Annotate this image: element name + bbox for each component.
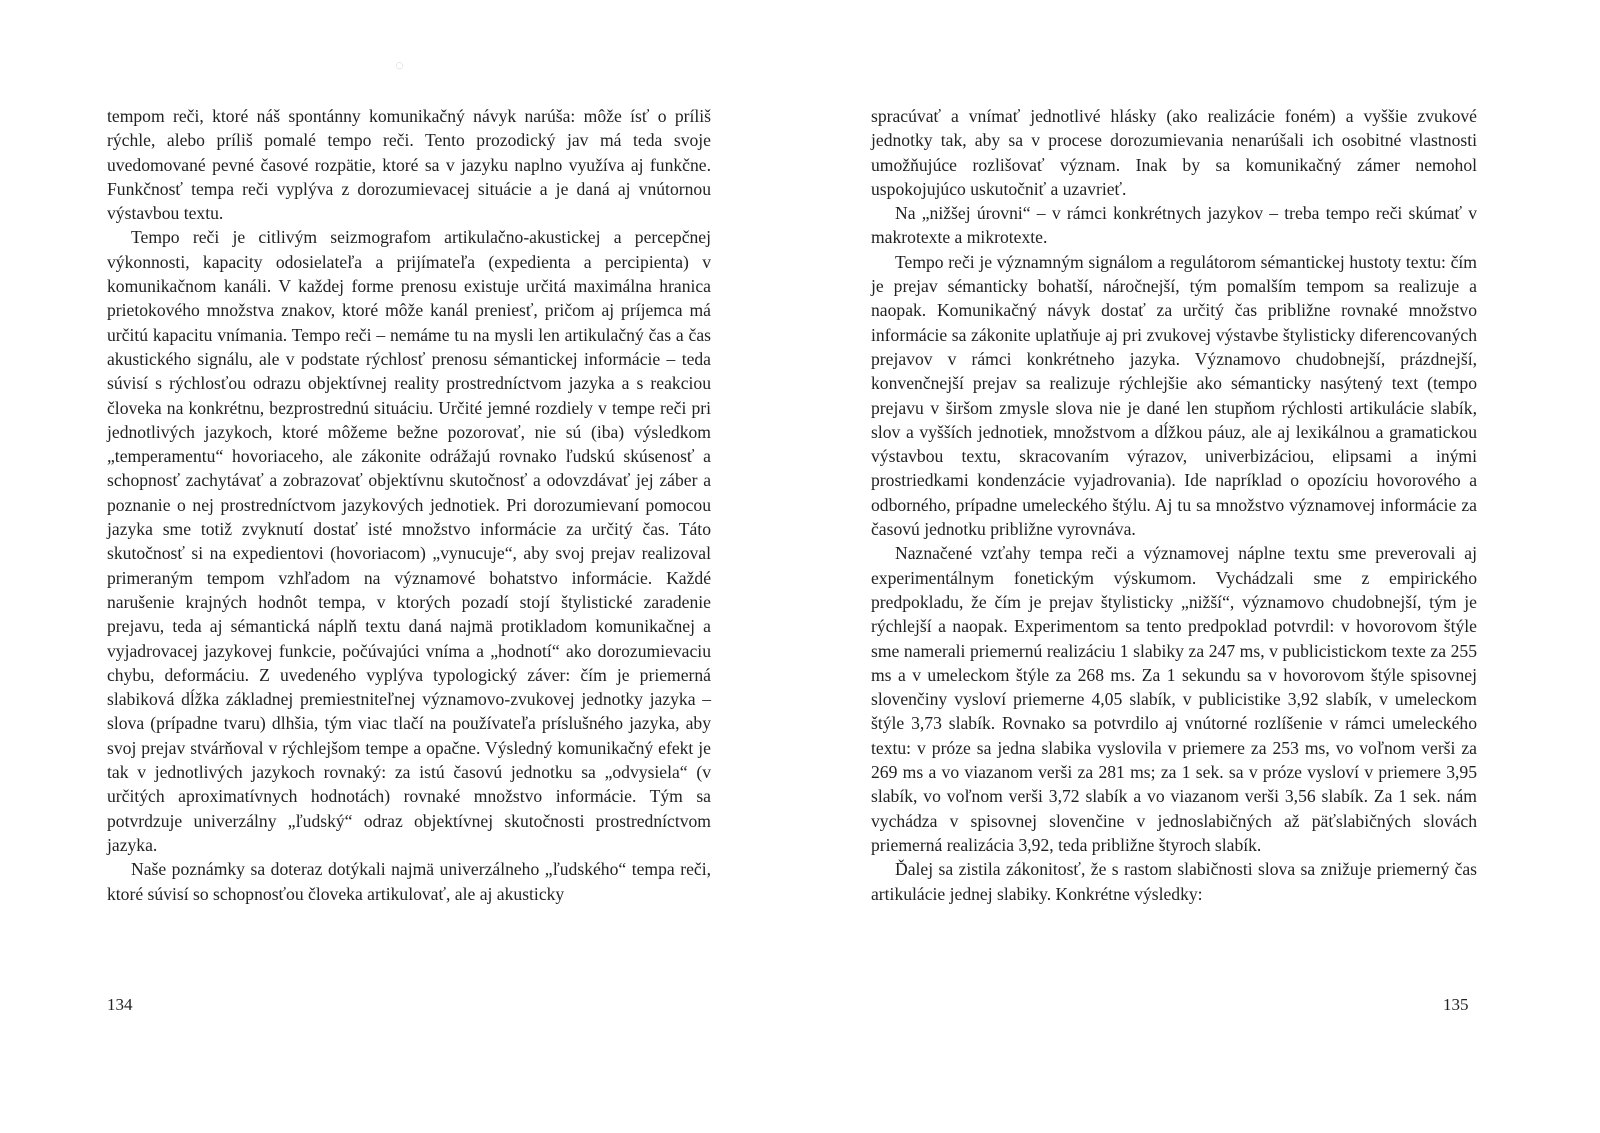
paragraph: Naznačené vzťahy tempa reči a významovej náplne textu sme preverovali aj experimentálnym fonetickým výskumom. Vychádzali sme z empirického predpokladu, že čím je prejav štylisticky „nižší“, významovo chudobnejší, tým je rýchlejší a naopak. Experimentom sa tento predpoklad potvrdil: v hovorovom štýle sme namerali priemernú realizáciu 1 slabiky za 247 ms, v publicistickom texte za 255 ms a v umeleckom štýle za 268 ms. Za 1 sekundu sa v hovorovom štýle spisovnej slovenčiny vysloví priemerne 4,05 slabík, v publicistike 3,92 slabík, v umeleckom štýle 3,73 slabík. Rovnako sa potvrdilo aj vnútorné rozlíšenie v rámci umeleckého textu: v próze sa jedna slabika vyslovila v priemere za 253 ms, vo voľnom verši za 269 ms a vo viazanom verši za 281 ms; za 1 sek. sa v próze vysloví v priemere 3,95 slabík, vo voľnom verši 3,72 slabík a vo viazanom verši 3,56 slabík. Za 1 sek. nám vychádza v spisovnej slovenčine v jednoslabičných až päťslabičných slovách priemerná realizácia 3,92, teda približne štyroch slabík.	[871, 543, 1477, 855]
paragraph: Tempo reči je významným signálom a regulátorom sémantickej hustoty textu: čím je prejav sémanticky bohatší, náročnejší, tým pomalším tempom sa realizuje a naopak. Komunikačný návyk dostať za určitý čas približne rovnaké množstvo informácie sa zákonite uplatňuje aj pri zvukovej výstavbe štylisticky diferencovaných prejavov v rámci konkrétneho jazyka. Významovo chudobnejší, prázdnejší, konvenčnejší prejav sa realizuje rýchlejšie ako sémanticky nasýtený text (tempo prejavu v širšom zmysle slova nie je dané len stupňom rýchlosti artikulácie slabík, slov a vyšších jednotiek, množstvom a dĺžkou páuz, ale aj lexikálnou a gramatickou výstavbou textu, skracovaním výrazov, univerbizáciou, elipsami a inými prostriedkami kondenzácie vyjadrovania). Ide napríklad o opozíciu hovorového a odborného, prípadne umeleckého štýlu. Aj tu sa množstvo významovej informácie za časovú jednotku približne vyrovnáva.	[871, 251, 1477, 540]
paragraph: spracúvať a vnímať jednotlivé hlásky (ako realizácie foném) a vyššie zvukové jednotky tak, aby sa v procese dorozumievania nenarúšali ich osobitné vlastnosti umožňujúce rozlišovať význam. Inak by sa komunikačný zámer nemohol uspokojujúco uskutočniť a uzavrieť.	[871, 106, 1477, 199]
left-page-text	[107, 104, 711, 906]
stamp-mark: ◌	[395, 58, 404, 74]
page-number: 134	[107, 995, 133, 1014]
right-page	[800, 0, 1600, 1133]
paragraph: Naše poznámky sa doteraz dotýkali najmä univerzálneho „ľudského“ tempa reči, ktoré súvisí so schopnosťou človeka artikulovať, ale aj akusticky	[107, 859, 711, 904]
paragraph: tempom reči, ktoré náš spontánny komunikačný návyk narúša: môže ísť o príliš rýchle, alebo príliš pomalé tempo reči. Tento prozodický jav má teda svoje uvedomované pevné časové rozpätie, ktoré sa v jazyku naplno využíva aj funkčne. Funkčnosť tempa reči vyplýva z dorozumievacej situácie a je daná aj vnútornou výstavbou textu.	[107, 106, 711, 224]
paragraph: Ďalej sa zistila zákonitosť, že s rastom slabičnosti slova sa znižuje priemerný čas artikulácie jednej slabiky. Konkrétne výsledky:	[871, 859, 1477, 904]
right-page-text	[871, 104, 1477, 906]
paragraph: Tempo reči je citlivým seizmografom artikulačno-akustickej a percepčnej výkonnosti, kapacity odosielateľa a prijímateľa (expedienta a percipienta) v komunikačnom kanáli. V každej forme prenosu existuje určitá maximálna hranica prietokového množstva znakov, ktoré môže kanál preniesť, pričom aj príjemca má určitú kapacitu vnímania. Tempo reči – nemáme tu na mysli len artikulačný čas a čas akustického signálu, ale v podstate rýchlosť prenosu sémantickej informácie – teda súvisí s rýchlosťou odrazu objektívnej reality prostredníctvom jazyka a s reakciou človeka na konkrétnu, bezprostrednú situáciu. Určité jemné rozdiely v tempe reči pri jednotlivých jazykoch, ktoré môžeme bežne pozorovať, nie sú (iba) výsledkom „temperamentu“ hovoriaceho, ale zákonite odrážajú rovnako ľudskú skúsenosť a schopnosť zachytávať a zobrazovať objektívnu skutočnosť a odovzdávať jej záber a poznanie o nej prostredníctvom jazykových jednotiek. Pri dorozumievaní pomocou jazyka sme totiž zvyknutí dostať isté množstvo informácie za určitý čas. Táto skutočnosť si na expedientovi (hovoriacom) „vynucuje“, aby svoj prejav realizoval primeraným tempom vzhľadom na významové bohatstvo informácie. Každé narušenie krajných hodnôt tempa, v ktorých pozadí stojí štylistické zaradenie prejavu, teda aj sémantická náplň textu daná najmä protikladom komunikačnej a vyjadrovacej jazykovej funkcie, počúvajúci vníma a „hodnotí“ ako dorozumievaciu chybu, deformáciu. Z uvedeného vyplýva typologický záver: čím je priemerná slabiková dĺžka základnej premiestniteľnej významovo-zvukovej jednotky jazyka – slova (prípadne tvaru) dlhšia, tým viac tlačí na používateľa príslušného jazyka, aby svoj prejav stvárňoval v rýchlejšom tempe a opačne. Výsledný komunikačný efekt je tak v jednotlivých jazykoch rovnaký: za istú časovú jednotku sa „odvysiela“ (v určitých aproximatívnych hodnotách) rovnaké množstvo informácie. Tým sa potvrdzuje univerzálny „ľudský“ odraz objektívnej skutočnosti prostredníctvom jazyka.	[107, 227, 711, 855]
paragraph: Na „nižšej úrovni“ – v rámci konkrétnych jazykov – treba tempo reči skúmať v makrotexte a mikrotexte.	[871, 203, 1477, 248]
page-number: 135	[1443, 995, 1469, 1014]
